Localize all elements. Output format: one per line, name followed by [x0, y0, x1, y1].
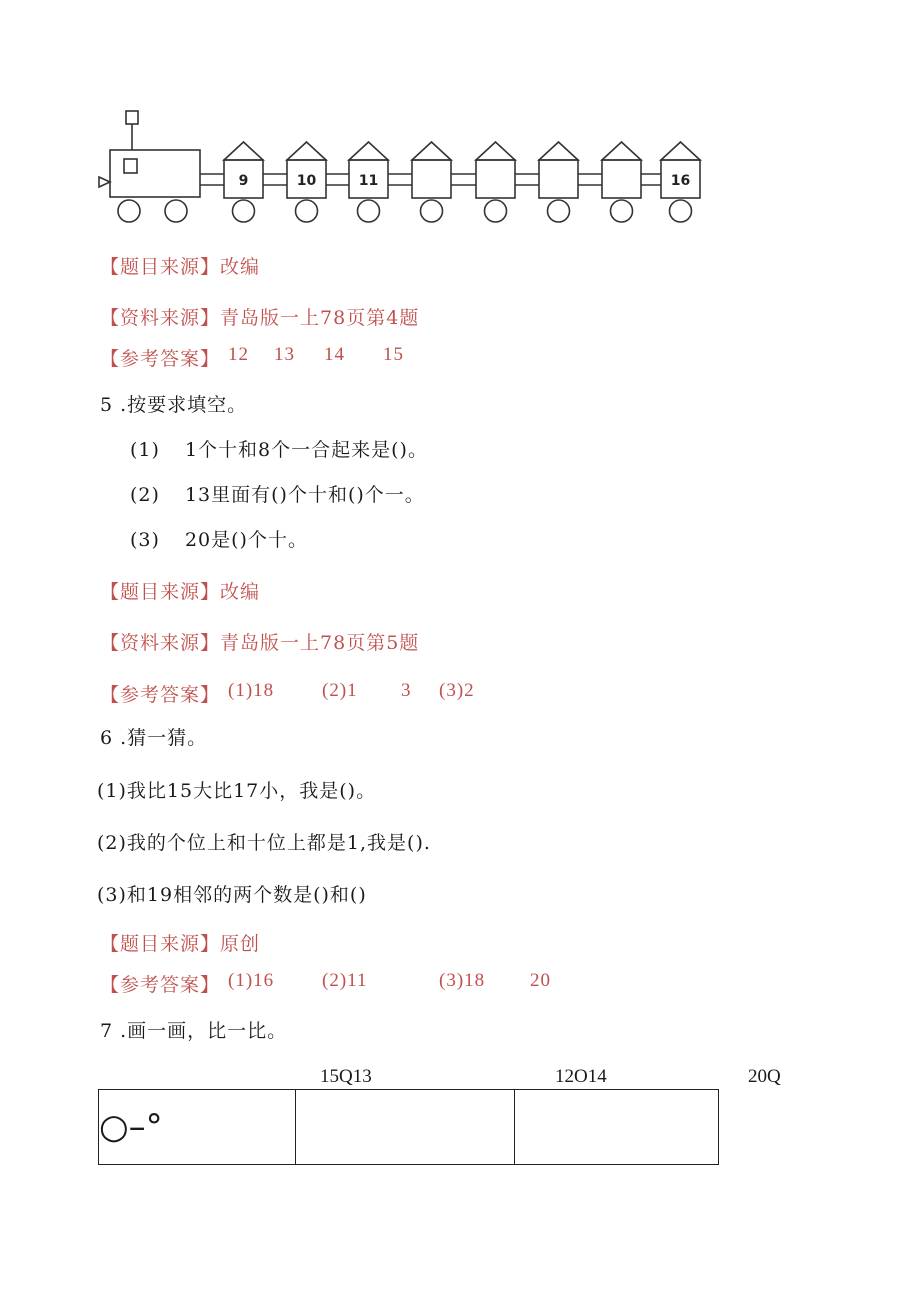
car-roof [287, 142, 326, 160]
source-value: 原创 [220, 933, 261, 955]
car-wheel [611, 200, 633, 222]
item-text: 13里面有()个十和()个一。 [184, 484, 425, 506]
compare-header: 20Q [748, 1066, 781, 1087]
item-text: 20是()个十。 [184, 529, 308, 551]
train-car [602, 142, 641, 222]
car-roof [412, 142, 451, 160]
train-illustration [96, 105, 716, 227]
answer-label: 【参考答案】 [100, 974, 221, 996]
car-wheel [670, 200, 692, 222]
car-wheel [296, 200, 318, 222]
material-value: 青岛版一上78页第4题 [220, 307, 420, 329]
car-body [602, 160, 641, 198]
answer-cell[interactable] [515, 1090, 719, 1165]
car-wheel [421, 200, 443, 222]
answer-value: 14 [324, 344, 345, 365]
source-value: 改编 [220, 581, 261, 603]
train-car [287, 142, 326, 222]
answer-cell[interactable] [296, 1090, 515, 1165]
car-wheel [485, 200, 507, 222]
car-roof [224, 142, 263, 160]
car-roof [349, 142, 388, 160]
question-title: 5 .按要求填空。 [100, 394, 248, 416]
source-label: 【题目来源】 [100, 933, 221, 955]
item-number: (1) [130, 439, 160, 461]
answer-label: 【参考答案】 [100, 684, 221, 706]
compare-table [98, 1089, 719, 1165]
car-number: 11 [358, 173, 379, 189]
car-roof [539, 142, 578, 160]
car-roof [602, 142, 641, 160]
compare-header: 12O14 [555, 1066, 607, 1087]
item-text: (1)我比15大比17小，我是()。 [97, 780, 377, 802]
item-number: (3) [130, 529, 160, 551]
train-car [661, 142, 700, 222]
answer-value: (1)18 [228, 680, 275, 701]
car-body [476, 160, 515, 198]
material-value: 青岛版一上78页第5题 [220, 632, 420, 654]
car-wheel [233, 200, 255, 222]
car-body [539, 160, 578, 198]
item-text: (3)和19相邻的两个数是()和() [97, 884, 367, 906]
material-label: 【资料来源】 [100, 307, 221, 329]
question-title: 7 .画一画，比一比。 [100, 1020, 288, 1042]
source-label: 【题目来源】 [100, 256, 221, 278]
answer-value: (2)1 [322, 680, 358, 701]
answer-value: 3 [401, 680, 412, 701]
answer-value: 12 [228, 344, 249, 365]
car-roof [661, 142, 700, 160]
material-label: 【资料来源】 [100, 632, 221, 654]
answer-value: 15 [383, 344, 404, 365]
answer-value: (3)2 [439, 680, 475, 701]
train-car [412, 142, 451, 222]
train-car [539, 142, 578, 222]
car-wheel [548, 200, 570, 222]
car-number: 9 [238, 173, 249, 189]
car-roof [476, 142, 515, 160]
car-number: 16 [670, 173, 691, 189]
source-value: 改编 [220, 256, 261, 278]
item-text: 1个十和8个一合起来是()。 [184, 439, 428, 461]
answer-value: 13 [274, 344, 295, 365]
car-number: 10 [296, 173, 317, 189]
answer-value: (1)16 [228, 970, 275, 991]
example-drawing: ○–° [99, 1107, 163, 1147]
answer-label: 【参考答案】 [100, 348, 221, 370]
item-text: (2)我的个位上和十位上都是1,我是(). [97, 832, 431, 854]
car-body [412, 160, 451, 198]
train-car [476, 142, 515, 222]
answer-value: 20 [530, 970, 551, 991]
item-number: (2) [130, 484, 160, 506]
compare-header: 15Q13 [320, 1066, 372, 1087]
source-label: 【题目来源】 [100, 581, 221, 603]
answer-value: (2)11 [322, 970, 368, 991]
example-cell [99, 1090, 296, 1165]
car-wheel [358, 200, 380, 222]
question-title: 6 .猜一猜。 [100, 727, 208, 749]
train-car [349, 142, 388, 222]
train-car [224, 142, 263, 222]
answer-value: (3)18 [439, 970, 486, 991]
